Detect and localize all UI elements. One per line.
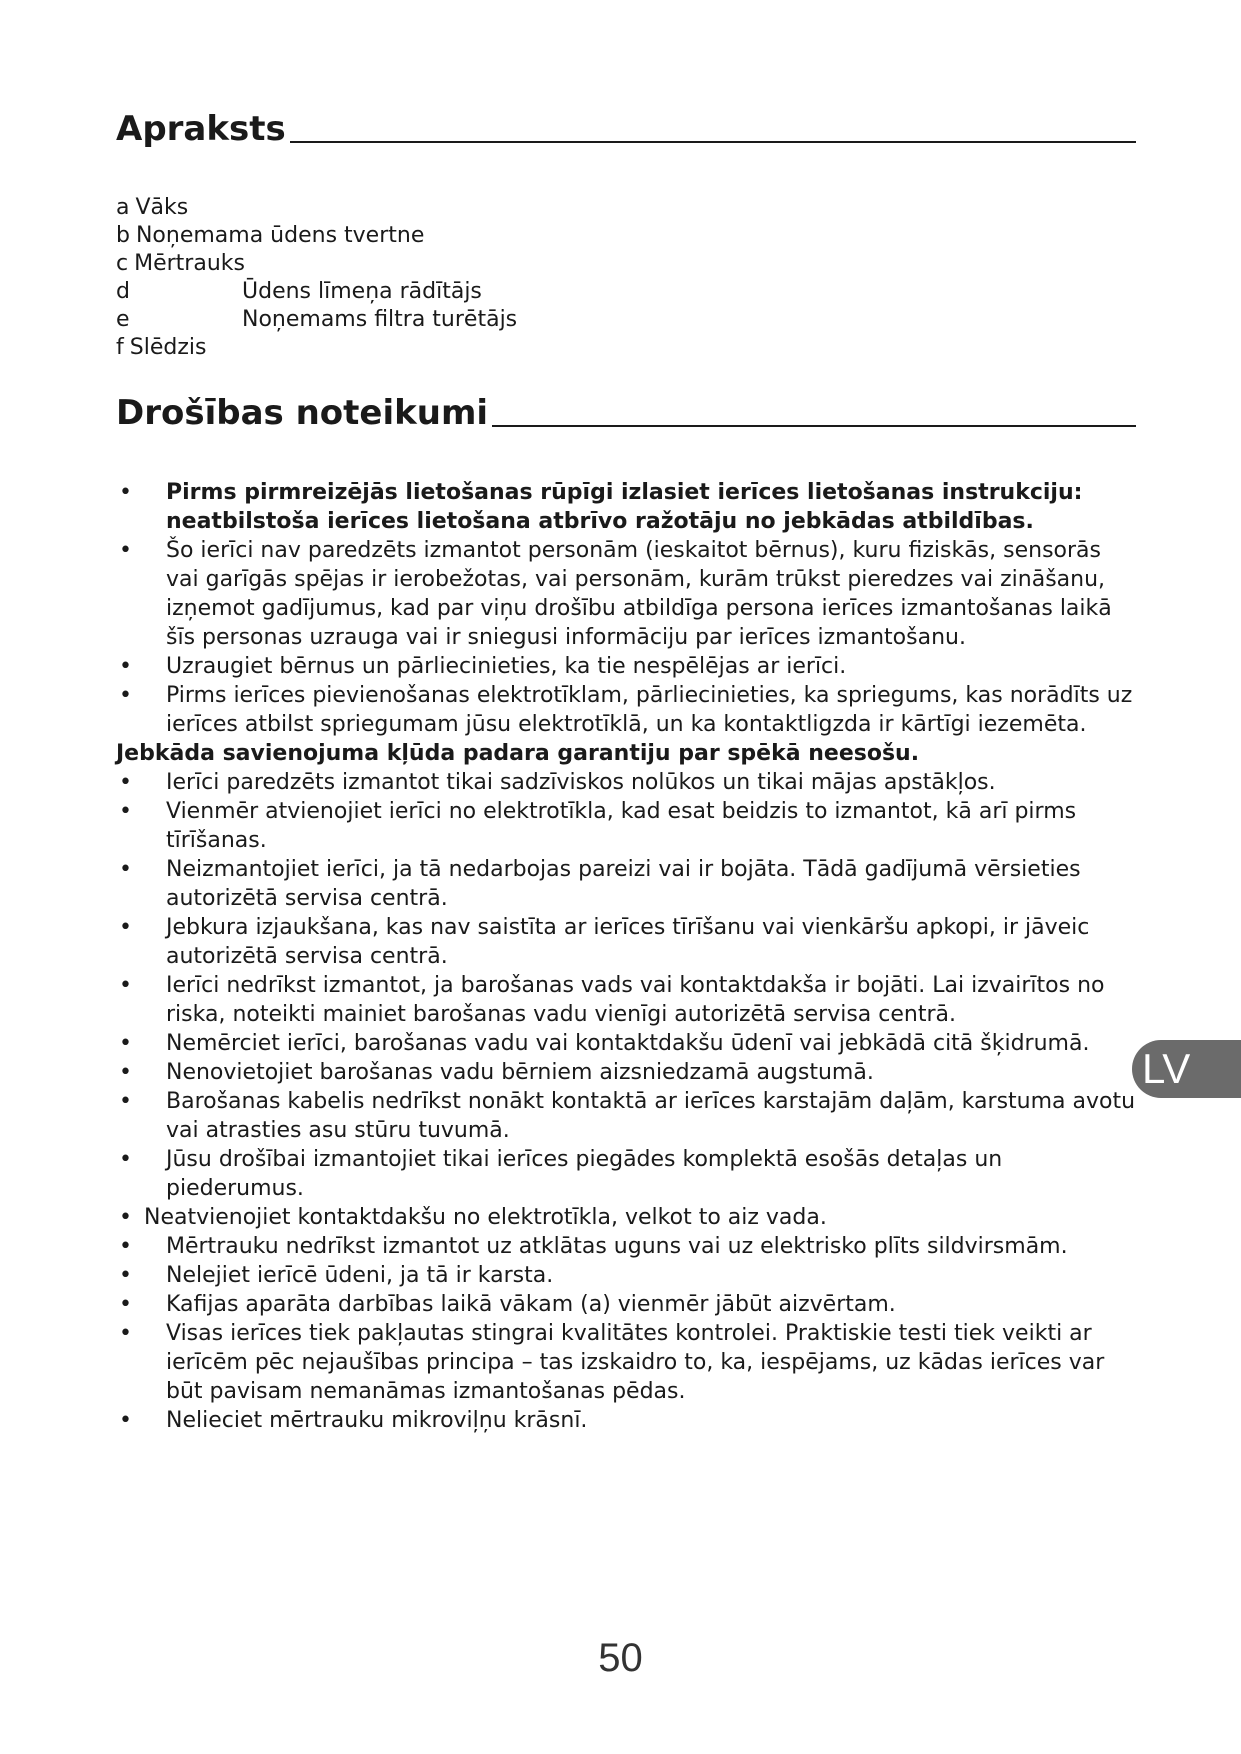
part-key: d — [116, 279, 130, 304]
part-label: Vāks — [135, 195, 189, 220]
safety-item-text: Mērtrauku nedrīkst izmantot uz atklātas uguns vai uz elektrisko plīts sildvirsmām. — [166, 1234, 1068, 1259]
safety-item — [116, 652, 1136, 681]
safety-item-text: Nenovietojiet barošanas vadu bērniem aizsniedzamā augstumā. — [166, 1060, 874, 1085]
language-tab: LV — [1132, 1040, 1241, 1098]
bullet: • — [119, 1292, 132, 1317]
bullet: • — [119, 1031, 132, 1056]
part-label: Noņemama ūdens tvertne — [135, 223, 425, 248]
safety-item — [116, 913, 1136, 971]
safety-item — [116, 1261, 1136, 1290]
safety-item-text: Jebkura izjaukšana, kas nav saistīta ar ierīces tīrīšanu vai vienkāršu apkopi, ir jāveic autorizētā servisa centrā. — [166, 915, 1090, 969]
bullet: • — [119, 1321, 132, 1346]
part-key: c — [116, 251, 129, 276]
warranty-note: Jebkāda savienojuma kļūda padara garantiju par spēkā neesošu. — [116, 741, 920, 766]
safety-item-text: Kafijas aparāta darbības laikā vākam (a) vienmēr jābūt aizvērtam. — [166, 1292, 896, 1317]
page-number: 50 — [598, 1636, 643, 1680]
part-key: b — [116, 223, 130, 248]
safety-list — [116, 478, 1136, 1435]
safety-item — [116, 478, 1136, 536]
safety-title: Drošības noteikumi — [116, 393, 489, 433]
safety-item-text: Nemērciet ierīci, barošanas vadu vai kontaktdakšu ūdenī vai jebkādā citā šķidrumā. — [166, 1031, 1090, 1056]
safety-item-text: Uzraugiet bērnus un pārliecinieties, ka tie nespēlējas ar ierīci. — [166, 654, 847, 679]
bullet: • — [119, 857, 132, 882]
safety-item — [116, 1029, 1136, 1058]
part-item — [116, 278, 1136, 306]
part-item — [116, 250, 1136, 278]
bullet: • — [119, 538, 132, 563]
safety-title-rule — [492, 425, 1136, 427]
parts-list — [116, 194, 1136, 362]
bullet: • — [119, 1060, 132, 1085]
bullet: • — [119, 799, 132, 824]
safety-item-text: Visas ierīces tiek pakļautas stingrai kvalitātes kontrolei. Praktiskie testi tiek veikti ar ierīcēm pēc nejaušības principa – tas izskaidro to, ka, iespējams, uz kādas ierīces var būt pavisam nemanāmas izmantošanas pēdas. — [166, 1321, 1105, 1404]
safety-item — [116, 1232, 1136, 1261]
bullet: • — [119, 1263, 132, 1288]
safety-item — [116, 797, 1136, 855]
bullet: • — [119, 973, 132, 998]
safety-item — [116, 1203, 1136, 1232]
part-label: Ūdens līmeņa rādītājs — [242, 279, 482, 304]
bullet: • — [119, 1205, 132, 1230]
safety-item — [116, 855, 1136, 913]
safety-item — [116, 1087, 1136, 1145]
manual-page — [116, 109, 1136, 1435]
part-item — [116, 222, 1136, 250]
bullet: • — [119, 770, 132, 795]
description-heading — [116, 109, 1136, 149]
safety-item-text: Ierīci paredzēts izmantot tikai sadzīviskos nolūkos un tikai mājas apstākļos. — [166, 770, 996, 795]
safety-item-text: Jūsu drošībai izmantojiet tikai ierīces piegādes komplektā esošās detaļas un piederumus. — [166, 1147, 1003, 1201]
bullet: • — [119, 1089, 132, 1114]
part-label: Noņemams filtra turētājs — [242, 307, 518, 332]
safety-item — [116, 1319, 1136, 1406]
part-item — [116, 306, 1136, 334]
safety-item-text: Pirms ierīces pievienošanas elektrotīklam, pārliecinieties, ka spriegums, kas norādīts uz ierīces atbilst spriegumam jūsu elektrotīklā, un ka kontaktligzda ir kārtīgi iezemēta. — [166, 683, 1133, 737]
part-key: f — [116, 335, 124, 360]
bullet: • — [119, 1408, 132, 1433]
description-title-rule — [290, 141, 1136, 143]
safety-item-text: Barošanas kabelis nedrīkst nonākt kontaktā ar ierīces karstajām daļām, karstuma avotu vai atrasties asu stūru tuvumā. — [166, 1089, 1136, 1143]
safety-item — [116, 1058, 1136, 1087]
safety-item-text: Ierīci nedrīkst izmantot, ja barošanas vads vai kontaktdakša ir bojāti. Lai izvairītos no riska, noteikti mainiet barošanas vadu vienīgi autorizētā servisa centrā. — [166, 973, 1105, 1027]
safety-item — [116, 768, 1136, 797]
safety-item — [116, 536, 1136, 652]
bullet: • — [119, 654, 132, 679]
safety-item-text: Vienmēr atvienojiet ierīci no elektrotīkla, kad esat beidzis to izmantot, kā arī pirms tīrīšanas. — [166, 799, 1077, 853]
safety-item — [116, 681, 1136, 739]
part-label: Mērtrauks — [134, 251, 245, 276]
safety-item — [116, 1290, 1136, 1319]
part-item — [116, 194, 1136, 222]
safety-item-text: Nelejiet ierīcē ūdeni, ja tā ir karsta. — [166, 1263, 554, 1288]
part-key: e — [116, 307, 130, 332]
safety-item — [116, 1145, 1136, 1203]
part-item — [116, 334, 1136, 362]
bullet: • — [119, 480, 132, 505]
safety-item — [116, 971, 1136, 1029]
part-label: Slēdzis — [129, 335, 207, 360]
safety-item — [116, 1406, 1136, 1435]
description-title: Apraksts — [116, 109, 286, 149]
safety-item-text: Šo ierīci nav paredzēts izmantot personām (ieskaitot bērnus), kuru fiziskās, sensorās vai garīgās spējas ir ierobežotas, vai personām, kurām trūkst pieredzes vai zināšanu, izņemot gadījumus, kad par viņu drošību atbildīga persona ierīces izmantošanas laikā šīs personas uzrauga vai ir sniegusi informāciju par ierīces izmantošanu. — [166, 538, 1112, 650]
bullet: • — [119, 1147, 132, 1172]
safety-item-text: Neizmantojiet ierīci, ja tā nedarbojas pareizi vai ir bojāta. Tādā gadījumā vērsieties autorizētā servisa centrā. — [166, 857, 1081, 911]
safety-item-text: Nelieciet mērtrauku mikroviļņu krāsnī. — [166, 1408, 588, 1433]
bullet: • — [119, 683, 132, 708]
bullet: • — [119, 1234, 132, 1259]
safety-item-text: Pirms pirmreizējās lietošanas rūpīgi izlasiet ierīces lietošanas instrukciju: neatbilstoša ierīces lietošana atbrīvo ražotāju no jebkādas atbildības. — [166, 480, 1083, 534]
safety-item-text: Neatvienojiet kontaktdakšu no elektrotīkla, velkot to aiz vada. — [144, 1205, 827, 1230]
bullet: • — [119, 915, 132, 940]
safety-heading — [116, 393, 1136, 433]
part-key: a — [116, 195, 130, 220]
